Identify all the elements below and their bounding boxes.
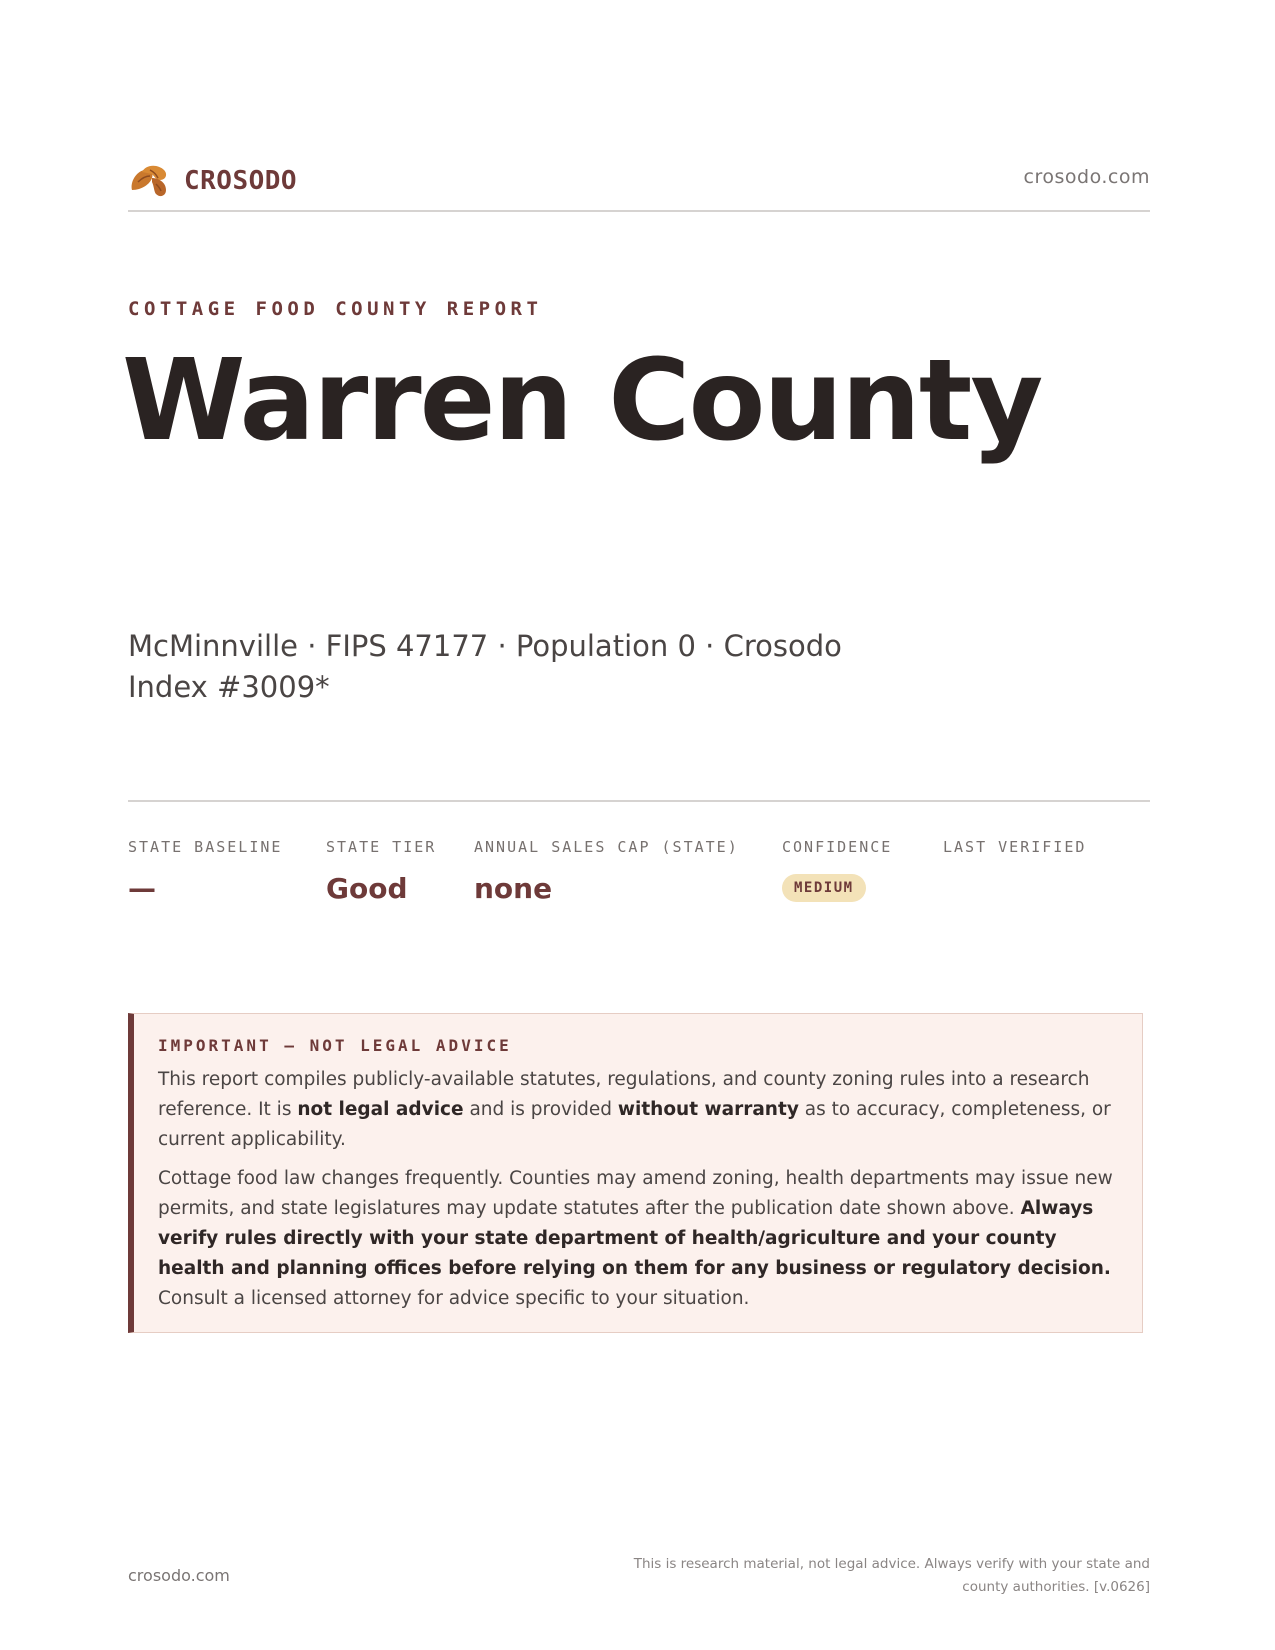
notice-title: IMPORTANT — NOT LEGAL ADVICE: [158, 1036, 512, 1055]
legal-notice: [128, 1013, 1143, 1333]
notice-text: and is provided: [463, 1099, 618, 1120]
footer-domain-link[interactable]: crosodo.com: [128, 1566, 230, 1585]
notice-paragraph-1: [158, 1065, 1118, 1155]
notice-text: Consult a licensed attorney for advice specific to your situation.: [158, 1288, 750, 1309]
stat-label: STATE BASELINE: [128, 838, 283, 856]
brand-name: CROSODO: [184, 166, 298, 196]
notice-emphasis: without warranty: [617, 1099, 799, 1120]
stat-confidence: [782, 838, 892, 902]
stat-label: ANNUAL SALES CAP (STATE): [474, 838, 739, 856]
confidence-badge: MEDIUM: [782, 874, 866, 902]
stats-divider: [128, 800, 1150, 802]
brand[interactable]: [128, 160, 297, 202]
stat-label: LAST VERIFIED: [943, 838, 1087, 856]
stat-last-verified: [943, 838, 1086, 872]
stat-state-tier: [326, 838, 436, 905]
report-page: [122, 0, 1150, 1650]
stat-label: STATE TIER: [326, 838, 437, 856]
stat-state-baseline: [128, 838, 282, 905]
notice-text: Cottage food law changes frequently. Counties may amend zoning, health departments may issue new permits, and state legislatures may update statutes after the publication date shown above.: [158, 1168, 1113, 1219]
report-eyebrow: COTTAGE FOOD COUNTY REPORT: [128, 298, 543, 320]
stat-label: CONFIDENCE: [782, 838, 893, 856]
stat-value: Good: [326, 872, 408, 905]
stat-annual-sales-cap: [474, 838, 739, 905]
notice-text: This report compiles publicly-available statutes, regulations, and county zoning rules into a research reference. It is: [158, 1069, 1090, 1120]
page-title: Warren County: [122, 336, 1042, 466]
header-domain-link[interactable]: crosodo.com: [1023, 166, 1150, 188]
stat-value: none: [474, 872, 553, 905]
stat-value: —: [128, 872, 156, 905]
footer-disclaimer: This is research material, not legal advice. Always verify with your state and county authorities. [v.0626]: [633, 1556, 1150, 1595]
notice-paragraph-2: [158, 1164, 1118, 1314]
notice-emphasis: Always verify rules directly with your state department of health/agriculture and your county health and planning offices before relying on them for any business or regulatory decision.: [158, 1198, 1111, 1279]
croissant-icon: [128, 160, 170, 202]
notice-emphasis: not legal advice: [297, 1099, 464, 1120]
county-subtitle: McMinnville · FIPS 47177 · Population 0 · Crosodo Index #3009*: [128, 629, 842, 704]
notice-text: as to accuracy, completeness, or current applicability.: [158, 1099, 1111, 1150]
page-header: [128, 158, 1150, 212]
